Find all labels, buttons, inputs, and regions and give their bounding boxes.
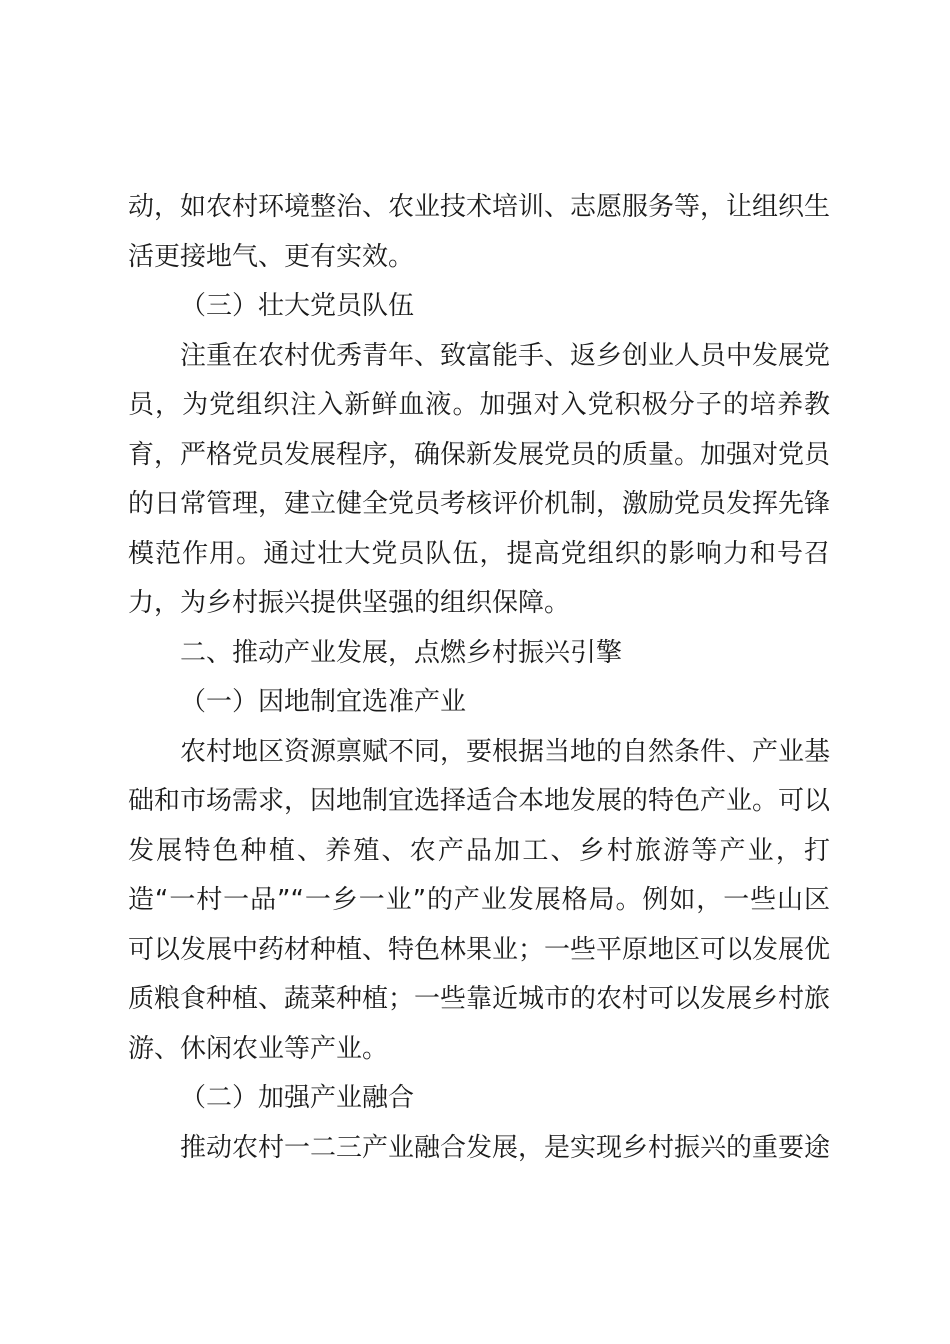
subheading-industry-integration: （二）加强产业融合 xyxy=(180,1083,415,1113)
section-heading-industry-development: 二、推动产业发展，点燃乡村振兴引擎 xyxy=(180,637,623,668)
paragraph-choose-industry: 农村地区资源禀赋不同，要根据当地的自然条件、产业基础和市场需求，因地制宜选择适合本地发展的特色产业。可以发展特色种植、养殖、农产品加工、乡村旅游等产业，打造“一村一品”“一乡一业”的产业发展格局。例如，一些山区可以发展中药材种植、特色林果业；一些平原地区可以发展优质粮食种植、蔬菜种植；一些靠近城市的农村可以发展乡村旅游、休闲农业等产业。 xyxy=(128,736,831,1064)
paragraph-industry-integration: 推动农村一二三产业融合发展，是实现乡村振兴的重要途 xyxy=(180,1132,831,1163)
document-body xyxy=(128,183,830,1173)
paragraph-party-members: 注重在农村优秀青年、致富能手、返乡创业人员中发展党员，为党组织注入新鲜血液。加强对入党积极分子的培养教育，严格党员发展程序，确保新发展党员的质量。加强对党员的日常管理，建立健全党员考核评价机制，激励党员发挥先锋模范作用。通过壮大党员队伍，提高党组织的影响力和号召力，为乡村振兴提供坚强的组织保障。 xyxy=(128,340,831,618)
subheading-strengthen-party-members: （三）壮大党员队伍 xyxy=(180,291,415,321)
subheading-choose-industry: （一）因地制宜选准产业 xyxy=(180,687,467,717)
paragraph-continuation: 动，如农村环境整治、农业技术培训、志愿服务等，让组织生活更接地气、更有实效。 xyxy=(128,192,831,272)
